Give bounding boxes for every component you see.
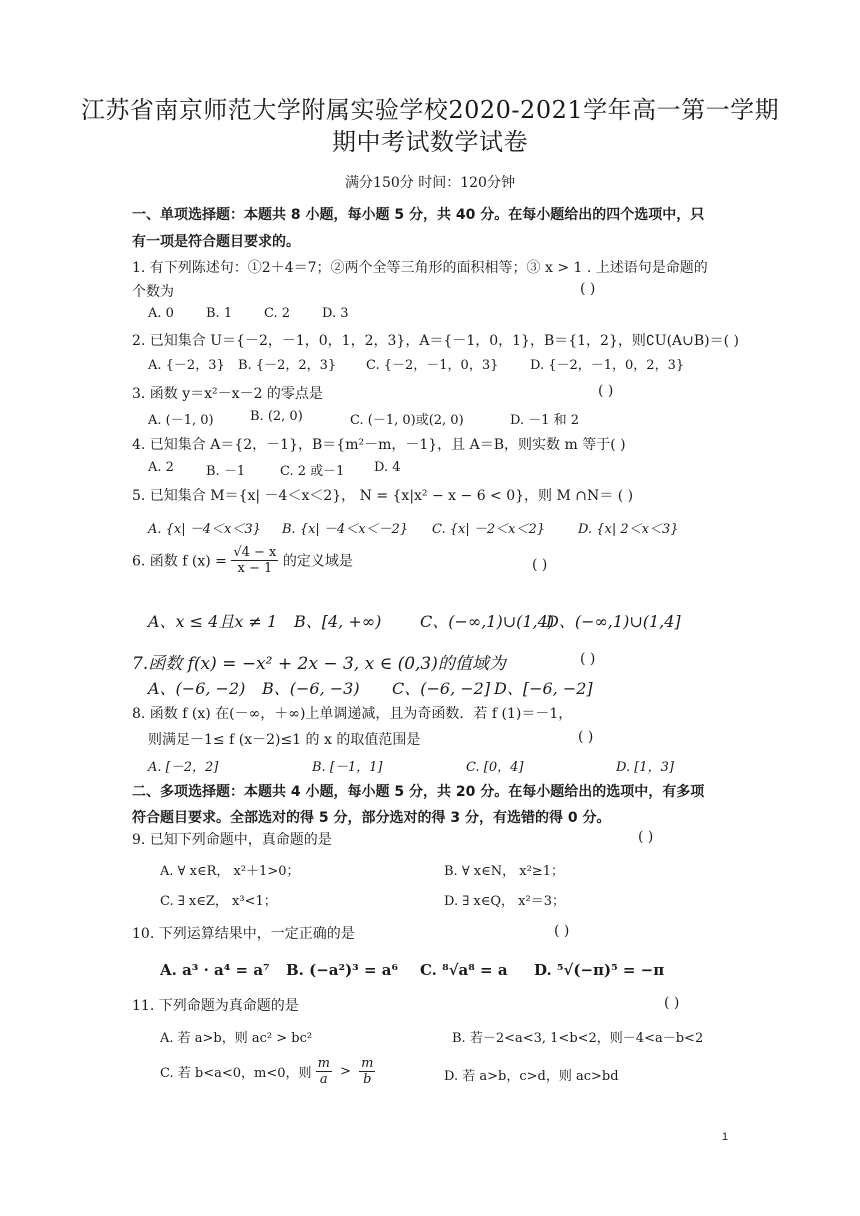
q11-option-c-fraction-1-numerator: m	[317, 1056, 330, 1071]
q7-option-a: A、(−6, −2)	[148, 679, 246, 698]
q9-option-a: A. ∀ x∈R， x²＋1>0；	[160, 864, 300, 879]
q8-option-b: B. [－1，1]	[312, 760, 383, 775]
q10-answer-paren: ( )	[554, 923, 570, 939]
q5-text: 5. 已知集合 M＝{x| －4＜x＜2}， N = {x|x² − x − 6 < 0}，则 M ∩N＝ ( )	[132, 488, 634, 504]
q11-answer-paren: ( )	[664, 995, 680, 1011]
q2-option-c: C. {－2，－1，0，3}	[366, 358, 499, 373]
q11-option-c	[160, 1056, 375, 1087]
q11-option-c-greater-than: >	[340, 1064, 352, 1079]
q11-text: 11. 下列命题为真命题的是	[132, 998, 299, 1014]
q4-option-d: D. 4	[374, 460, 401, 475]
exam-meta: 满分150分 时间：120分钟	[345, 175, 515, 191]
q8-option-c: C. [0，4]	[466, 760, 524, 775]
q9-option-d: D. ∃ x∈Q， x²＝3；	[444, 894, 565, 909]
exam-title-line2: 期中考试数学试卷	[332, 128, 528, 156]
q6-question	[132, 545, 353, 576]
q11-option-c-fraction-1	[316, 1056, 332, 1087]
q4-option-c: C. 2 或－1	[280, 464, 345, 479]
q7-option-b: B、(−6, −3)	[262, 679, 360, 698]
q2-text: 2. 已知集合 U＝{－2，－1，0，1，2，3}，A＝{－1，0，1}，B＝{1，2}，则∁U(A∪B)＝( )	[132, 333, 740, 349]
q6-option-b: B、[4, +∞)	[294, 612, 382, 631]
q6-option-c: C、(−∞,1)∪(1,4)	[420, 612, 555, 631]
q11-option-c-fraction-2	[359, 1056, 375, 1087]
q10-option-a: A. a³ · a⁴ = a⁷	[160, 961, 270, 979]
q5-option-a: A. {x| －4＜x＜3}	[148, 522, 261, 537]
q7-answer-paren: ( )	[580, 651, 596, 667]
q1-text-line1: 1. 有下列陈述句：①2＋4＝7；②两个全等三角形的面积相等；③ x > 1 . 上述语句是命题的	[132, 260, 708, 276]
q4-option-a: A. 2	[148, 460, 174, 475]
section1-header-line2: 有一项是符合题目要求的。	[132, 234, 300, 250]
q11-option-d: D. 若 a>b，c>d，则 ac>bd	[444, 1069, 619, 1084]
q5-option-b: B. {x| －4＜x＜－2}	[282, 522, 409, 537]
q9-option-b: B. ∀ x∈N， x²≥1；	[444, 864, 564, 879]
exam-title-line1: 江苏省南京师范大学附属实验学校2020-2021学年高一第一学期	[80, 96, 780, 124]
q1-option-a: A. 0	[148, 306, 174, 321]
q6-option-a: A、x ≤ 4且x ≠ 1	[148, 612, 278, 631]
q11-option-c-prefix: C. 若 b<a<0，m<0，则	[160, 1066, 312, 1081]
q5-option-d: D. {x| 2＜x＜3}	[578, 522, 679, 537]
q1-option-c: C. 2	[264, 306, 291, 321]
q1-answer-paren: ( )	[580, 281, 596, 297]
q6-fraction	[231, 545, 278, 576]
q3-option-c: C. (－1, 0)或(2, 0)	[350, 413, 464, 428]
q3-text: 3. 函数 y＝x²－x－2 的零点是	[132, 386, 323, 402]
q8-text-line2: 则满足－1≤ f (x－2)≤1 的 x 的取值范围是	[148, 732, 421, 748]
q4-text: 4. 已知集合 A＝{2，－1}，B＝{m²－m，－1}，且 A＝B，则实数 m 等于( )	[132, 437, 626, 453]
q3-answer-paren: ( )	[598, 383, 614, 399]
q10-option-d: D. ⁵√(−π)⁵ = −π	[534, 961, 665, 979]
q6-option-d: D、(−∞,1)∪(1,4]	[546, 612, 681, 631]
section2-header-line1: 二、多项选择题：本题共 4 小题，每小题 5 分，共 20 分。在每小题给出的选项中，有多项	[132, 784, 705, 800]
q2-option-a: A. {－2，3}	[148, 358, 225, 373]
q1-option-b: B. 1	[206, 306, 233, 321]
page-number: 1	[722, 1131, 729, 1143]
q3-option-d: D. －1 和 2	[510, 413, 580, 428]
q3-option-a: A. (－1, 0)	[148, 413, 214, 428]
q8-answer-paren: ( )	[578, 729, 594, 745]
q3-option-b: B. (2, 0)	[250, 409, 303, 424]
q9-answer-paren: ( )	[638, 829, 654, 845]
q6-prefix: 6. 函数 f (x) =	[132, 553, 227, 570]
q5-option-c: C. {x| －2＜x＜2}	[432, 522, 546, 537]
q11-option-c-fraction-2-denominator: b	[363, 1072, 372, 1087]
q6-fraction-denominator: x − 1	[237, 561, 273, 576]
q6-suffix: 的定义域是	[282, 553, 353, 570]
q1-text-line2: 个数为	[132, 284, 174, 300]
q11-option-c-fraction-2-numerator: m	[361, 1056, 374, 1071]
q2-option-d: D. {－2，－1，0，2，3}	[530, 358, 685, 373]
q8-text-line1: 8. 函数 f (x) 在(－∞，＋∞)上单调递减，且为奇函数．若 f (1)＝－1，	[132, 706, 573, 722]
q6-fraction-numerator: √4 − x	[233, 545, 277, 560]
q2-option-b: B. {－2，2，3}	[238, 358, 337, 373]
q9-text: 9. 已知下列命题中，真命题的是	[132, 832, 332, 848]
q6-answer-paren: ( )	[532, 557, 548, 573]
q10-option-c: C. ⁸√a⁸ = a	[420, 961, 508, 979]
q7-option-d: D、[−6, −2]	[494, 679, 593, 698]
q8-option-d: D. [1，3]	[616, 760, 674, 775]
q11-option-c-fraction-1-denominator: a	[319, 1072, 328, 1087]
section2-header-line2: 符合题目要求。全部选对的得 5 分，部分选对的得 3 分，有选错的得 0 分。	[132, 810, 611, 826]
q8-option-a: A. [－2，2]	[148, 760, 219, 775]
q11-option-b: B. 若－2<a<3, 1<b<2，则－4<a－b<2	[452, 1031, 704, 1046]
q7-option-c: C、(−6, −2]	[392, 679, 491, 698]
q7-text: 7.函数 f(x) = −x² + 2x − 3, x ∈ (0,3)的值域为	[132, 654, 506, 674]
q11-option-a: A. 若 a>b，则 ac² > bc²	[160, 1031, 313, 1046]
section1-header-line1: 一、单项选择题：本题共 8 小题，每小题 5 分，共 40 分。在每小题给出的四个选项中，只	[132, 207, 705, 223]
q10-option-b: B. (−a²)³ = a⁶	[286, 961, 399, 979]
q9-option-c: C. ∃ x∈Z， x³<1；	[160, 894, 277, 909]
q4-option-b: B. －1	[206, 464, 246, 479]
q10-text: 10. 下列运算结果中，一定正确的是	[132, 926, 355, 942]
q1-option-d: D. 3	[322, 306, 349, 321]
